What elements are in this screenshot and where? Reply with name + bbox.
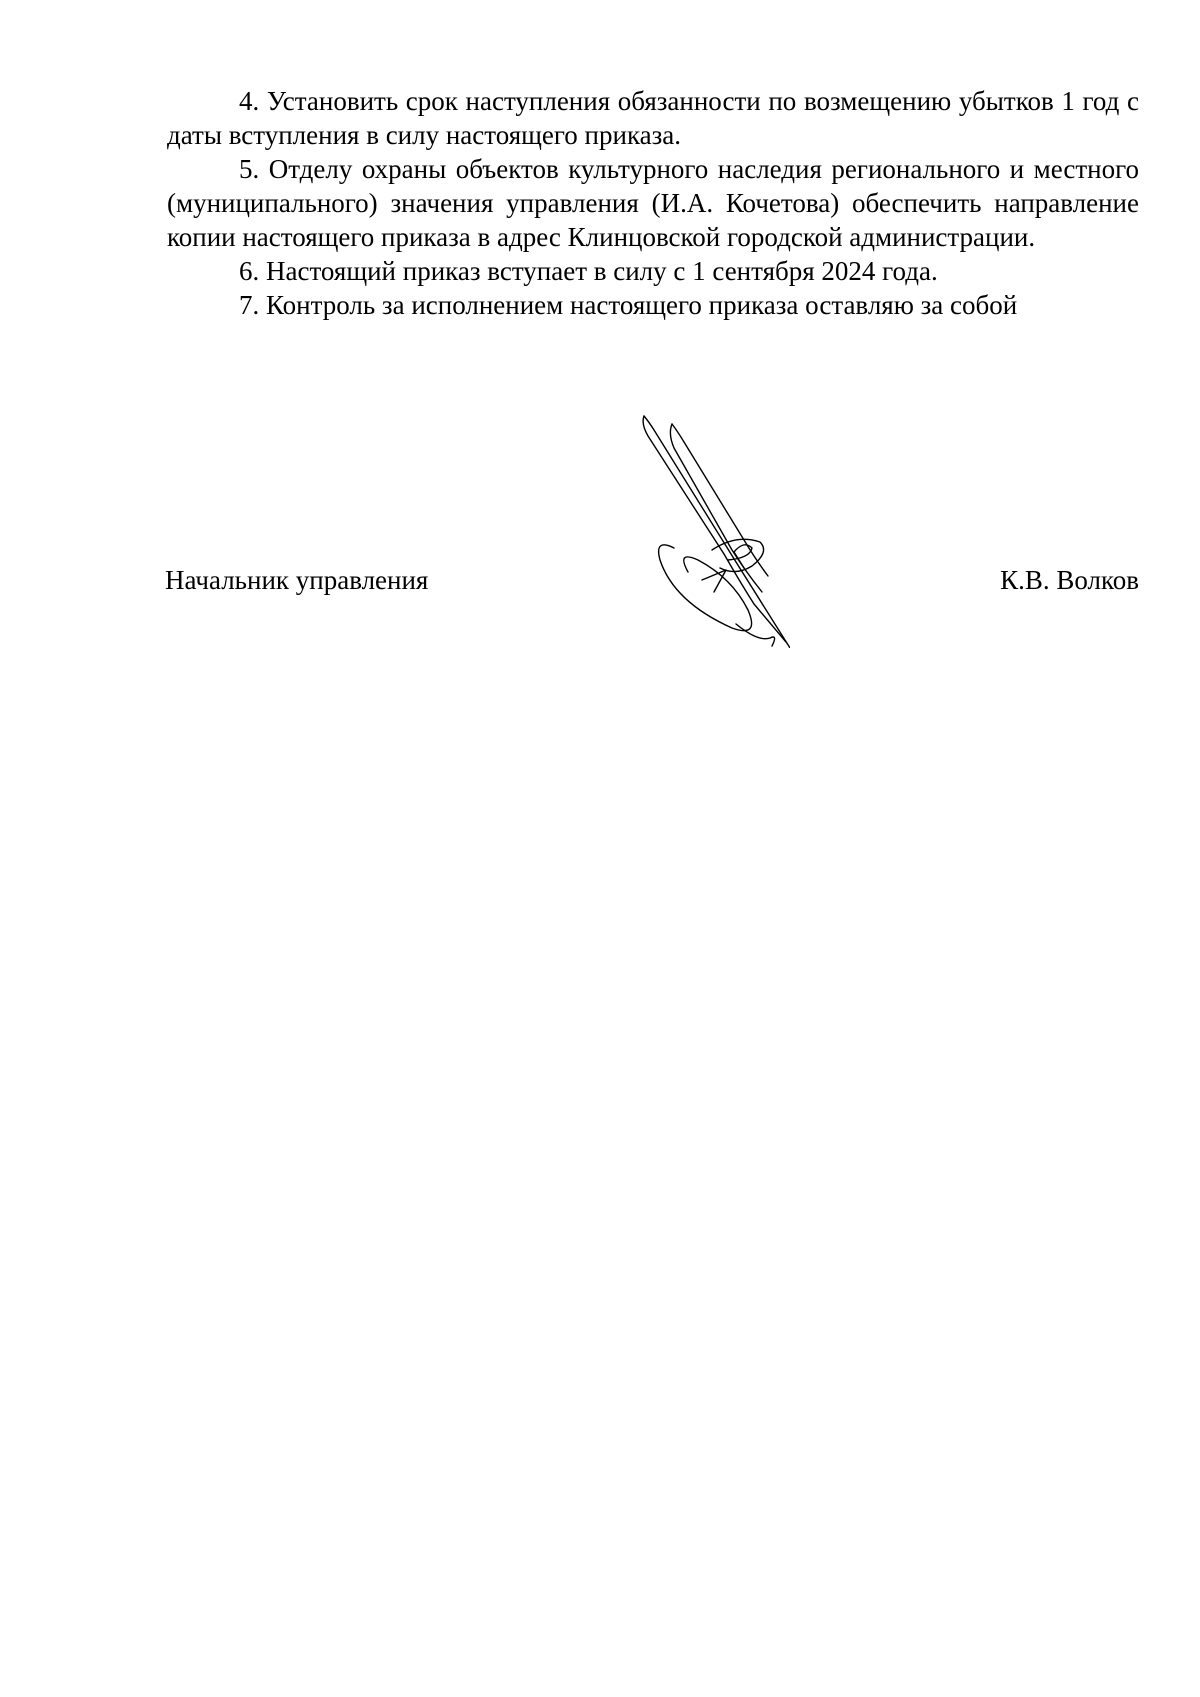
- signer-name: К.В. Волков: [1000, 565, 1139, 595]
- order-body: [167, 84, 1139, 322]
- paragraph-item-6: 6. Настоящий приказ вступает в силу с 1 сентября 2024 года.: [239, 256, 938, 286]
- signer-position: Начальник управления: [165, 565, 429, 595]
- paragraph-item-4: 4. Установить срок наступления обязанности по возмещению убытков 1 год с даты вступления в силу настоящего приказа.: [167, 86, 1139, 150]
- handwritten-signature-icon: [640, 412, 790, 648]
- paragraph-item-5: 5. Отделу охраны объектов культурного наследия регионального и местного (муниципального) значения управления (И.А. Кочетова) обеспечить направление копии настоящего приказа в адрес Клинцовской городской администрации.: [167, 154, 1139, 252]
- paragraph-item-7: 7. Контроль за исполнением настоящего приказа оставляю за собой: [239, 290, 1018, 320]
